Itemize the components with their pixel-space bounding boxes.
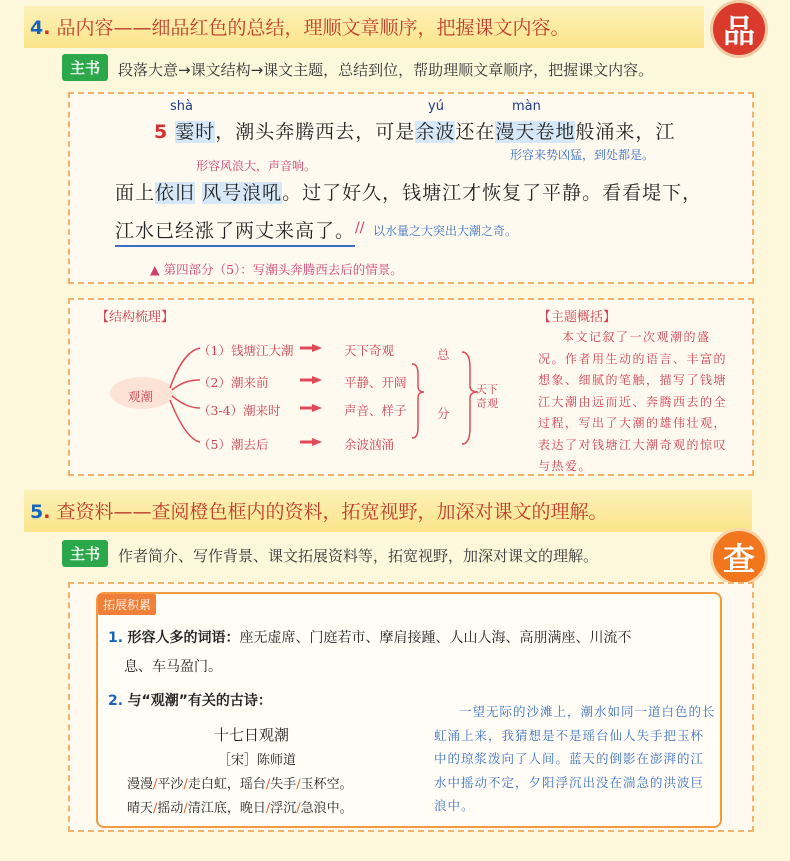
poem-l2-w1: 晴天 [127,801,154,816]
part-summary: ▲ 第四部分（5）：写潮头奔腾西去后的情景。 [150,262,403,277]
poem-l2-w6: 急浪中。 [300,801,353,816]
section5-zhushu-tag: 主书 [62,540,108,567]
structure-row-4-left: （5）潮去后 [198,437,269,452]
structure-row-4-right: 余波汹涌 [344,437,395,452]
section4-title: 4. 品内容——细品红色的总结，理顺文章顺序，把握课文内容。 [30,17,570,39]
structure-row-2-right: 平静、开阔 [344,375,407,390]
line2-text-2: 。过了好久，钱塘江才恢复了平静。看看堤下， [282,182,703,204]
poem-title: 十七日观潮 [214,726,290,744]
line1-text-3: 般涌来，江 [575,121,676,143]
structure-fen: 分 [437,406,450,421]
word-yubo: 余波 [415,121,456,143]
word-yijiu: 依旧 [155,182,196,204]
paragraph-line-3 [115,216,355,243]
structure-diagram [100,330,520,460]
section5-guide-text: 作者简介、写作背景、课文拓展资料等，拓宽视野，加深对课文的理解。 [118,547,599,565]
section5-number: 5 [30,501,44,523]
section5-title: 5. 查资料——查阅橙色框内的资料，拓宽视野，加深对课文的理解。 [30,501,608,523]
item-1-label: 形容人多的词语： [127,630,240,646]
poem-sep: / [183,801,188,816]
theme-text: 本文记叙了一次观潮的盛况。作者用生动的语言、丰富的想象、细腻的笔触，描写了钱塘江大潮由远而近、奔腾西去的全过程，写出了大潮的雄伟壮观，表达了对钱塘江大潮奇观的惊叹与热爱。 [538,330,728,473]
line2-text-1: 面上 [115,182,156,204]
poem-l1-w1: 漫漫 [127,777,154,792]
poem-sep: / [296,777,301,792]
item-2-label: 与“观潮”有关的古诗： [127,693,272,709]
paragraph-line-2 [115,178,702,205]
poem-l1-w3: 走白虹， [187,777,240,792]
poem-l2-w3: 清江底， [187,801,240,816]
resource-item-2 [108,690,272,710]
structure-qiguan: 奇观 [476,397,498,410]
cha-seal-icon: 查 [710,528,768,586]
structure-tianxia: 天下 [476,383,498,396]
structure-zong: 总 [437,347,450,362]
annotation-fenglang: 形容风浪大，声音响。 [196,159,317,173]
pinyin-man: màn [512,99,541,114]
line1-text-1: ，潮头奔腾西去，可是 [215,121,416,143]
structure-row-1-right: 天下奇观 [344,343,395,358]
structure-label: 【结构梳理】 [96,310,175,325]
structure-row-2-left: （2）潮来前 [198,375,269,390]
annotation-laishi: 形容来势凶猛，到处都是。 [510,148,655,162]
poem-author: ［宋］陈师道 [218,753,297,768]
item-2-number: 2. [108,693,124,709]
structure-center: 观潮 [128,389,154,404]
word-fenghaolanghou: 风号浪吼 [202,182,283,204]
poem-sep: / [153,801,158,816]
poem-l2-w2: 摇动 [157,801,184,816]
pinyin-sha: shà [170,99,193,114]
poem-translation: 一望无际的沙滩上，潮水如同一道白色的长虹涌上来，我猜想是不是瑶台仙人失手把玉杯中的琼浆泼向了人间。蓝天的倒影在澎湃的江水中摇动不定，夕阳浮沉出没在湍急的洪波巨浪中。 [434,704,716,813]
structure-row-3-left: （3-4）潮来时 [198,403,281,418]
item-1-number: 1. [108,630,124,646]
theme-label: 【主题概括】 [538,310,617,325]
line3-underlined: 江水已经涨了两丈来高了。 [115,220,355,247]
pinyin-yu: yú [428,99,444,114]
structure-row-1-left: （1）钱塘江大潮 [198,343,294,358]
paragraph-line-1 [154,117,675,144]
section5-title-text: 查资料——查阅橙色框内的资料，拓宽视野，加深对课文的理解。 [56,501,608,523]
poem-l1-w4: 瑶台 [239,777,266,792]
poem-l1-w6: 玉杯空。 [300,777,353,792]
section4-zhushu-tag: 主书 [62,54,108,81]
pin-seal-icon: 品 [710,0,768,58]
resource-tag: 拓展积累 [98,594,156,615]
poem-line-1 [127,773,353,792]
resource-item-1 [108,627,632,647]
section4-title-text: 品内容——细品红色的总结，理顺文章顺序，把握课文内容。 [56,17,570,39]
poem-sep: / [265,801,271,816]
paragraph-number: 5 [154,121,169,143]
word-mantianjuandi: 漫天卷地 [495,121,576,143]
section4-number: 4 [30,17,44,39]
resource-item-1-cont: 息、车马盈门。 [124,659,222,675]
poem-sep: / [265,777,271,792]
annotation-shuiliang: 以水量之大突出大潮之奇。 [373,224,518,238]
poem-line-2 [127,797,353,816]
slash-mark: // [355,220,365,236]
poem-l1-w2: 平沙 [157,777,184,792]
poem-sep: / [183,777,188,792]
poem-l1-w5: 失手 [270,777,297,792]
section4-guide-text: 段落大意→课文结构→课文主题，总结到位，帮助理顺文章顺序，把握课文内容。 [118,61,654,79]
poem-l2-w5: 浮沉 [270,801,297,816]
word-shashi: 霎时 [175,121,216,143]
poem-sep: / [153,777,158,792]
item-1-text-1: 座无虚席、门庭若市、摩肩接踵、人山人海、高朋满座、川流不 [239,630,632,646]
poem-sep: / [296,801,301,816]
line1-text-2: 还在 [455,121,496,143]
poem-l2-w4: 晚日 [239,801,266,816]
structure-row-3-right: 声音、样子 [344,403,407,418]
